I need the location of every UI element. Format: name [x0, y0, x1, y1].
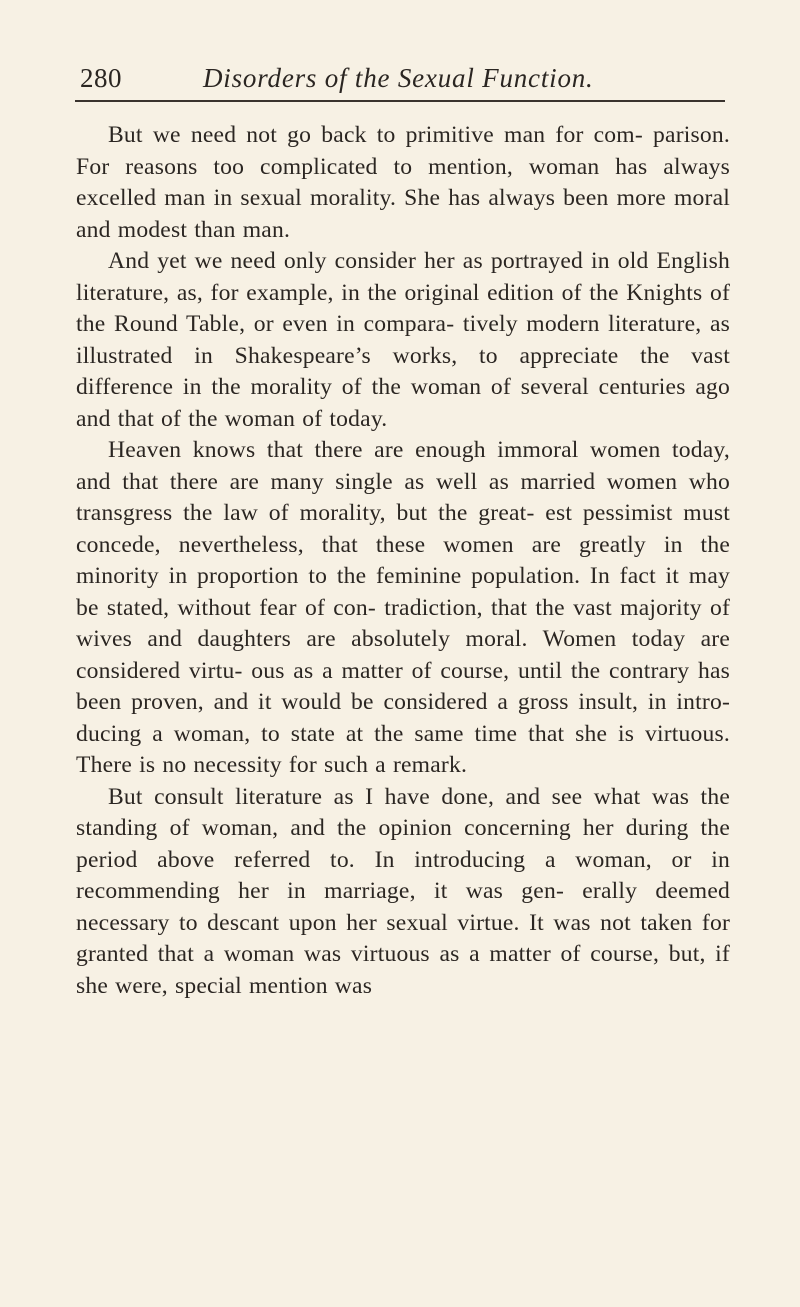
- paragraph-1: But we need not go back to primitive man for com- parison. For reasons too complicated to mention, woman has always excelled man in sexual morality. She has always been more moral and modest than man.: [76, 122, 730, 243]
- paragraph-3: Heaven knows that there are enough immoral women today, and that there are many single as well as married women who transgress the law of morality, but the great- est pessimist must concede, nevertheless, that these women are greatly in the minority in proportion to the feminine population. In fact it may be stated, without fear of con- tradiction, that the vast majority of wives and daughters are absolutely moral. Women today are considered virtu- ous as a matter of course, until the contrary has been proven, and it would be considered a gross insult, in intro- ducing a woman, to state at the same time that she is virtuous. There is no necessity for such a remark.: [76, 437, 730, 778]
- body-text: [76, 120, 730, 1002]
- page-header: [80, 60, 726, 100]
- running-title: Disorders of the Sexual Function.: [203, 63, 594, 93]
- paragraph-4: But consult literature as I have done, and see what was the standing of woman, and the opinion concerning her during the period above referred to. In introducing a woman, or in recommending her in marriage, it was gen- erally deemed necessary to descant upon her sexual virtue. It was not taken for granted that a woman was virtuous as a matter of course, but, if she were, special mention was: [76, 783, 730, 999]
- page-number: 280: [80, 63, 122, 93]
- header-rule: [75, 100, 725, 102]
- paragraph-2: And yet we need only consider her as portrayed in old English literature, as, for example, in the original edition of the Knights of the Round Table, or even in compara- tively modern literature, as illustrated in Shakespeare’s works, to appreciate the vast difference in the morality of the woman of several centuries ago and that of the woman of today.: [76, 248, 730, 432]
